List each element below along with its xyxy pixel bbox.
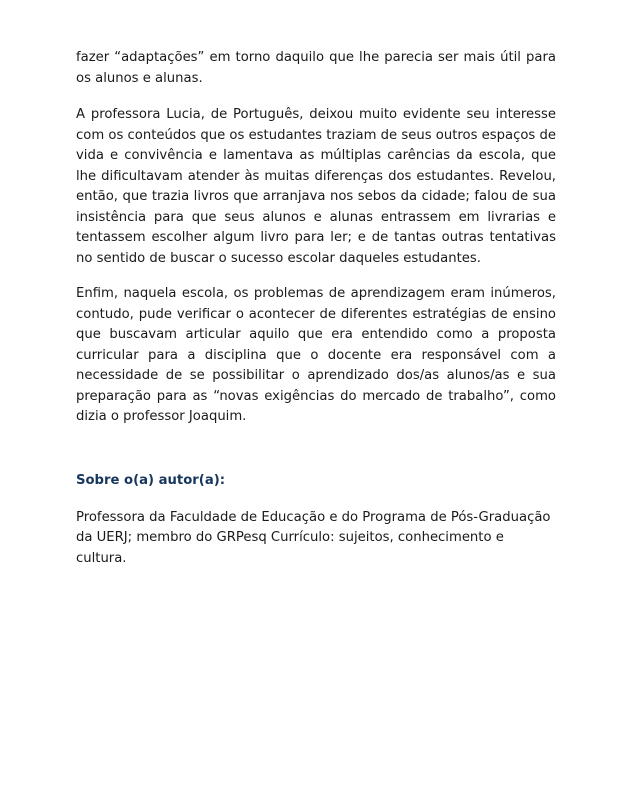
- body-paragraph: A professora Lucia, de Português, deixou muito evidente seu interesse com os conteúdos que os estudantes traziam de seus outros espaços de vida e convivência e lamentava as múltiplas carências da escola, que lhe dificultavam atender às muitas diferenças dos estudantes. Revelou, então, que trazia livros que arranjava nos sebos da cidade; falou de sua insistência para que seus alunos e alunas entrassem em livrarias e tentassem escolher algum livro para ler; e de tantas outras tentativas no sentido de buscar o sucesso escolar daqueles estudantes.: [76, 107, 556, 266]
- body-paragraph: fazer “adaptações” em torno daquilo que lhe parecia ser mais útil para os alunos e alunas.: [76, 50, 556, 86]
- author-bio: Professora da Faculdade de Educação e do Programa de Pós-Graduação da UERJ; membro do GRPesq Currículo: sujeitos, conhecimento e cultura.: [76, 509, 551, 566]
- document-body: [76, 48, 556, 569]
- author-section: [76, 471, 556, 570]
- author-section-heading: Sobre o(a) autor(a):: [76, 472, 226, 488]
- body-paragraph: Enfim, naquela escola, os problemas de aprendizagem eram inúmeros, contudo, pude verificar o acontecer de diferentes estratégias de ensino que buscavam articular aquilo que era entendido como a proposta curricular para a disciplina que o docente era responsável com a necessidade de se possibilitar o aprendizado dos/as alunos/as e sua preparação para as “novas exigências do mercado de trabalho”, como dizia o professor Joaquim.: [76, 286, 556, 424]
